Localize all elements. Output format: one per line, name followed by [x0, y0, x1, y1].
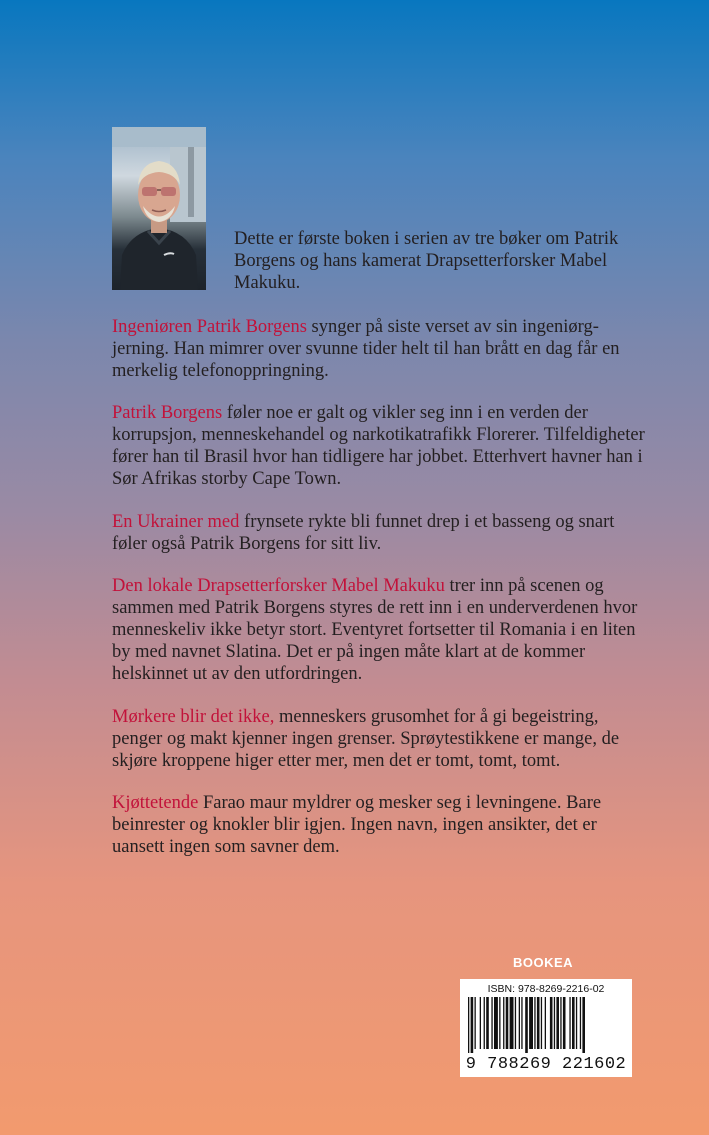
- barcode-bar: [484, 997, 485, 1049]
- paragraph-body: menneskers grusomhet for å gi begeistring, penger og makt kjenner ingen grenser. Sprøytestikkene er mange, de skjøre kroppene higer etter mer, men det er tomt, tomt, tomt.: [112, 707, 620, 771]
- paragraph-highlight: En Ukrainer med: [112, 512, 240, 532]
- barcode-bar: [506, 997, 509, 1049]
- barcode-bar: [563, 997, 566, 1049]
- barcode-bar: [554, 997, 555, 1049]
- barcode-bar: [475, 997, 476, 1049]
- paragraph-2: [112, 402, 652, 490]
- barcode-bar: [468, 997, 469, 1053]
- barcode-bar: [503, 997, 504, 1049]
- barcode-bar: [515, 997, 516, 1049]
- paragraph-1: [112, 316, 652, 382]
- barcode-bar: [545, 997, 546, 1049]
- barcode-bar: [519, 997, 520, 1049]
- paragraph-body: synger på siste verset av sin ingeniørg-jerning. Han mimrer over svunne tider helt til han brått en dag får en merkelig telefonoppringning.: [112, 317, 620, 381]
- paragraph-highlight: Mørkere blir det ikke,: [112, 707, 275, 727]
- barcode-bar: [525, 997, 528, 1053]
- paragraph-body: føler noe er galt og vikler seg inn i en verden der korrupsjon, menneskehandel og narkotikatrafikk Florerer. Tilfeldigheter fører han til Brasil hvor han tidligere har jobbet. Etterhvert havner han i Sør Afrikas storby Cape Town.: [112, 403, 645, 489]
- barcode-bar: [499, 997, 500, 1049]
- barcode-bar: [582, 997, 585, 1053]
- barcode-bar: [569, 997, 570, 1049]
- paragraph-body: frynsete rykte bli funnet drep i et basseng og snart føler også Patrik Borgens for sitt liv.: [112, 512, 615, 554]
- intro-text: Dette er første boken i serien av tre bøker om Patrik Borgens og hans kamerat Drapsetterforsker Mabel Makuku.: [234, 229, 619, 293]
- paragraph-highlight: Den lokale Drapsetterforsker Mabel Makuku: [112, 576, 445, 596]
- paragraph-5: [112, 706, 652, 772]
- author-photo: [112, 127, 206, 290]
- barcode-bar: [572, 997, 575, 1049]
- isbn-barcode: [460, 979, 632, 1077]
- barcode-bar: [541, 997, 542, 1049]
- barcode-bar: [494, 997, 498, 1049]
- barcode-digits: 9 788269 221602: [465, 1055, 627, 1074]
- barcode-bar: [491, 997, 492, 1049]
- paragraph-body: trer inn på scenen og sammen med Patrik Borgens styres de rett inn i en underverdenen hvor menneskeliv ikke betyr stort. Eventyret fortsetter til Romania i en liten by med navnet Slatina. Det er på ingen måte klart at de kommer helskinnet ut av den utfordringen.: [112, 576, 638, 684]
- barcode-bar: [550, 997, 553, 1049]
- paragraph-highlight: Kjøttetende: [112, 793, 199, 813]
- publisher-logo: BOOKEA: [513, 955, 574, 970]
- barcode-bar: [556, 997, 559, 1049]
- barcode-bar: [576, 997, 577, 1049]
- barcode-bar: [560, 997, 561, 1049]
- barcode-bar: [486, 997, 489, 1049]
- paragraph-3: [112, 511, 652, 555]
- paragraph-highlight: Patrik Borgens: [112, 403, 223, 423]
- barcode-bar: [580, 997, 581, 1049]
- barcode-bar: [480, 997, 481, 1049]
- paragraph-highlight: Ingeniøren Patrik Borgens: [112, 317, 307, 337]
- barcode-bar: [510, 997, 514, 1049]
- barcode-bar: [521, 997, 522, 1049]
- barcode-bar: [537, 997, 540, 1049]
- barcode-bar: [534, 997, 535, 1049]
- barcode-bar: [529, 997, 533, 1049]
- paragraph-body: Farao maur myldrer og mesker seg i levningene. Bare beinrester og knokler blir igjen. Ingen navn, ingen ansikter, det er uansett ingen som savner dem.: [112, 793, 602, 857]
- paragraph-6: [112, 792, 652, 858]
- isbn-label: ISBN: 978-8269-2216-02: [487, 983, 605, 995]
- paragraph-4: [112, 575, 652, 685]
- barcode-bar: [471, 997, 474, 1053]
- barcode-bars: [466, 997, 626, 1053]
- author-portrait-image: [112, 127, 206, 290]
